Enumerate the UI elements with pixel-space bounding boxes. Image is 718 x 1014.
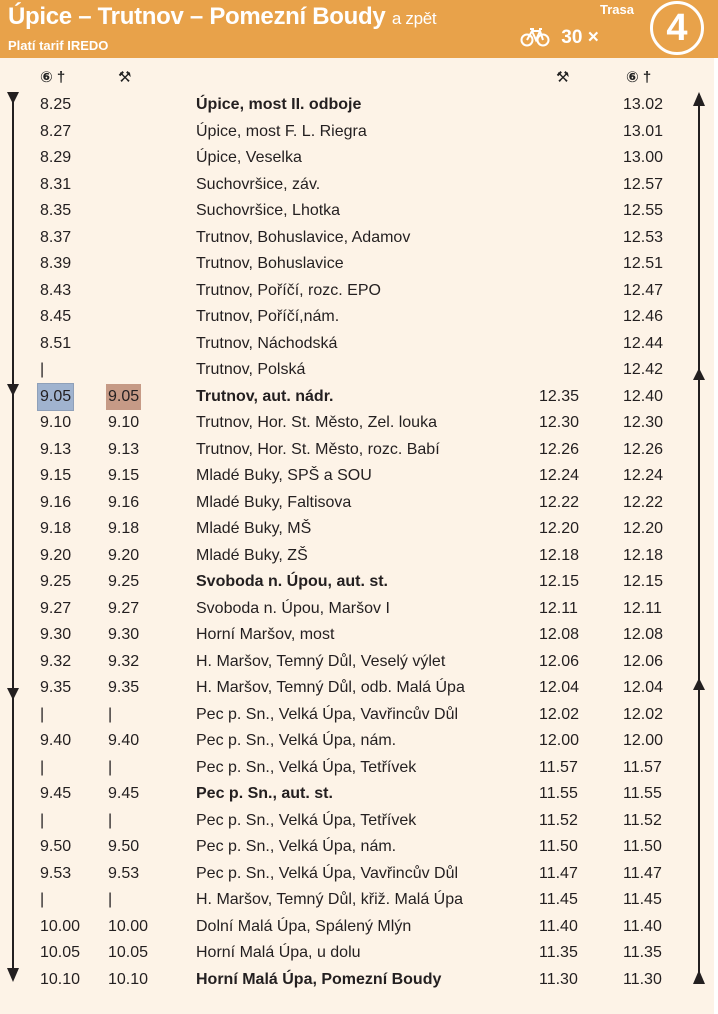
stop-name: Svoboda n. Úpou, Maršov I xyxy=(196,599,390,617)
time-weekend-return: 13.02 xyxy=(623,96,664,113)
time-workday-outbound: 9.16 xyxy=(108,493,140,511)
timetable-row xyxy=(0,172,718,198)
timetable-row xyxy=(0,225,718,251)
stop-name: Trutnov, Náchodská xyxy=(196,334,338,352)
time-workday-outbound: 9.40 xyxy=(108,732,140,749)
time-weekend-outbound: 9.16 xyxy=(40,493,72,511)
timetable-row xyxy=(0,728,718,754)
time-weekend-outbound: 10.05 xyxy=(40,944,81,961)
time-workday-return: 12.30 xyxy=(539,414,580,431)
time-workday-return: 11.55 xyxy=(539,785,578,802)
column-header-workday-left: ⚒ xyxy=(118,69,132,86)
time-workday-return: 11.52 xyxy=(539,811,578,829)
time-weekend-return: 11.40 xyxy=(623,917,662,935)
time-weekend-return: 11.57 xyxy=(623,758,662,776)
stop-name: Dolní Malá Úpa, Spálený Mlýn xyxy=(196,917,412,935)
time-workday-return: 12.22 xyxy=(539,493,580,511)
stop-name: Svoboda n. Úpou, aut. st. xyxy=(196,573,388,590)
time-weekend-outbound: 9.10 xyxy=(40,414,72,431)
timetable-row xyxy=(0,649,718,675)
time-workday-outbound: | xyxy=(108,811,113,829)
time-workday-outbound: | xyxy=(108,758,113,776)
stop-name: H. Maršov, Temný Důl, Veselý výlet xyxy=(196,652,446,670)
stop-name: Horní Malá Úpa, u dolu xyxy=(196,944,361,961)
time-workday-return: 11.50 xyxy=(539,838,578,855)
time-workday-return: 11.40 xyxy=(539,917,578,935)
time-weekend-return: 13.00 xyxy=(623,149,664,166)
time-workday-outbound: 9.27 xyxy=(108,599,140,617)
time-weekend-outbound: 9.32 xyxy=(40,652,72,670)
timetable-row xyxy=(0,702,718,728)
time-workday-outbound: 9.15 xyxy=(108,467,140,484)
time-weekend-return: 12.24 xyxy=(623,467,664,484)
time-workday-outbound: 9.50 xyxy=(108,838,140,855)
time-weekend-return: 12.02 xyxy=(623,705,664,723)
time-workday-outbound: 9.13 xyxy=(108,440,140,458)
timetable-row xyxy=(0,331,718,357)
time-weekend-outbound: 8.37 xyxy=(40,228,72,246)
time-workday-outbound: 9.10 xyxy=(108,414,140,431)
time-weekend-return: 12.08 xyxy=(623,626,664,643)
time-weekend-outbound: 9.30 xyxy=(40,626,72,643)
time-weekend-outbound: | xyxy=(40,361,45,378)
time-weekend-return: 11.50 xyxy=(623,838,662,855)
timetable-row xyxy=(0,278,718,304)
stop-name: H. Maršov, Temný Důl, odb. Malá Úpa xyxy=(196,679,465,696)
route-number-badge: 4 xyxy=(650,1,704,55)
stop-name: Pec p. Sn., Velká Úpa, nám. xyxy=(196,838,397,855)
time-weekend-return: 11.55 xyxy=(623,785,662,802)
time-workday-outbound: 9.18 xyxy=(108,520,140,537)
time-weekend-outbound: 8.39 xyxy=(40,255,72,272)
timetable-row xyxy=(0,967,718,993)
time-workday-return: 12.35 xyxy=(539,387,580,405)
bicycle-icon xyxy=(520,27,550,47)
route-header xyxy=(0,0,718,58)
time-weekend-return: 12.42 xyxy=(623,361,664,378)
stop-name: Mladé Buky, SPŠ a SOU xyxy=(196,467,372,484)
route-title-suffix: a zpět xyxy=(391,9,437,28)
time-weekend-return: 12.30 xyxy=(623,414,664,431)
time-weekend-return: 12.57 xyxy=(623,175,664,193)
timetable-row xyxy=(0,145,718,171)
time-workday-return: 12.11 xyxy=(539,599,578,617)
timetable-row xyxy=(0,808,718,834)
timetable-row xyxy=(0,675,718,701)
time-workday-outbound: 10.10 xyxy=(108,970,149,988)
time-weekend-return: 12.15 xyxy=(623,573,664,590)
time-weekend-return: 12.26 xyxy=(623,440,664,458)
timetable-row xyxy=(0,384,718,410)
timetable-row xyxy=(0,251,718,277)
time-weekend-return: 11.47 xyxy=(623,864,662,882)
time-workday-return: 12.18 xyxy=(539,546,580,564)
time-workday-return: 12.15 xyxy=(539,573,580,590)
time-workday-return: 12.24 xyxy=(539,467,580,484)
time-weekend-outbound: 8.51 xyxy=(40,334,72,352)
stop-name: Pec p. Sn., Velká Úpa, Vavřincův Důl xyxy=(196,705,459,723)
stop-name: Pec p. Sn., Velká Úpa, Tetřívek xyxy=(196,811,417,829)
time-workday-return: 12.26 xyxy=(539,440,580,458)
time-workday-return: 11.47 xyxy=(539,864,578,882)
bike-capacity xyxy=(520,27,599,49)
time-weekend-outbound: 10.10 xyxy=(40,970,81,988)
timetable-row xyxy=(0,543,718,569)
timetable-row xyxy=(0,119,718,145)
time-weekend-outbound: 9.45 xyxy=(40,785,72,802)
time-weekend-outbound: | xyxy=(40,705,45,723)
column-header-weekend-left: ⑥ † xyxy=(40,69,66,86)
time-workday-return: 12.00 xyxy=(539,732,580,749)
time-weekend-outbound: 8.27 xyxy=(40,122,72,140)
stop-name: Pec p. Sn., Velká Úpa, Vavřincův Důl xyxy=(196,864,459,882)
time-weekend-outbound: 9.13 xyxy=(40,440,72,458)
timetable-row xyxy=(0,304,718,330)
time-weekend-outbound: 9.50 xyxy=(40,838,72,855)
time-weekend-return: 12.46 xyxy=(623,308,664,325)
bike-count: 30 × xyxy=(561,27,599,48)
stop-name: Úpice, Veselka xyxy=(196,149,302,166)
time-weekend-return: 13.01 xyxy=(623,122,664,140)
time-workday-outbound: 9.20 xyxy=(108,546,140,564)
stop-name: Horní Maršov, most xyxy=(196,626,335,643)
time-weekend-outbound: | xyxy=(40,811,45,829)
time-workday-return: 11.30 xyxy=(539,970,578,988)
timetable-row xyxy=(0,914,718,940)
stop-name: H. Maršov, Temný Důl, křiž. Malá Úpa xyxy=(196,891,464,908)
timetable-row xyxy=(0,622,718,648)
time-workday-outbound: 9.32 xyxy=(108,652,140,670)
time-workday-outbound: 9.05 xyxy=(106,384,141,410)
time-workday-return: 11.57 xyxy=(539,758,578,776)
stop-name: Trutnov, Poříčí,nám. xyxy=(196,308,340,325)
time-workday-outbound: | xyxy=(108,891,113,908)
time-weekend-outbound: 9.40 xyxy=(40,732,72,749)
time-weekend-return: 12.22 xyxy=(623,493,664,511)
time-weekend-return: 12.55 xyxy=(623,202,664,219)
stop-name: Trutnov, aut. nádr. xyxy=(196,387,334,405)
timetable-row xyxy=(0,834,718,860)
time-weekend-outbound: | xyxy=(40,891,45,908)
stop-name: Trutnov, Hor. St. Město, Zel. louka xyxy=(196,414,437,431)
timetable-row xyxy=(0,781,718,807)
trasa-label: Trasa xyxy=(600,2,634,17)
time-weekend-outbound: 8.43 xyxy=(40,281,72,299)
stop-name: Horní Malá Úpa, Pomezní Boudy xyxy=(196,970,442,988)
time-weekend-return: 12.40 xyxy=(623,387,664,405)
time-weekend-outbound: 8.45 xyxy=(40,308,72,325)
timetable-row xyxy=(0,92,718,118)
stop-name: Pec p. Sn., aut. st. xyxy=(196,785,333,802)
time-workday-outbound: 9.45 xyxy=(108,785,140,802)
column-header-workday-right: ⚒ xyxy=(556,69,570,86)
timetable-row xyxy=(0,410,718,436)
stop-name: Pec p. Sn., Velká Úpa, Tetřívek xyxy=(196,758,417,776)
stop-name: Suchovršice, záv. xyxy=(196,175,321,193)
timetable-row xyxy=(0,463,718,489)
time-weekend-return: 12.44 xyxy=(623,334,664,352)
time-weekend-outbound: 8.31 xyxy=(40,175,72,193)
time-workday-return: 12.04 xyxy=(539,679,580,696)
time-weekend-return: 12.18 xyxy=(623,546,664,564)
timetable-row xyxy=(0,755,718,781)
time-weekend-outbound: 9.53 xyxy=(40,864,72,882)
timetable-row xyxy=(0,490,718,516)
time-weekend-outbound: 9.35 xyxy=(40,679,72,696)
stop-name: Mladé Buky, ZŠ xyxy=(196,546,308,564)
time-weekend-return: 12.04 xyxy=(623,679,664,696)
time-workday-return: 12.08 xyxy=(539,626,580,643)
stop-name: Pec p. Sn., Velká Úpa, nám. xyxy=(196,732,397,749)
timetable-row xyxy=(0,569,718,595)
timetable-row xyxy=(0,437,718,463)
stop-name: Trutnov, Bohuslavice, Adamov xyxy=(196,228,411,246)
timetable-row xyxy=(0,198,718,224)
time-weekend-return: 12.00 xyxy=(623,732,664,749)
time-weekend-return: 11.35 xyxy=(623,944,662,961)
time-weekend-outbound: 10.00 xyxy=(40,917,81,935)
time-weekend-outbound: 9.15 xyxy=(40,467,72,484)
stop-name: Suchovršice, Lhotka xyxy=(196,202,341,219)
time-workday-outbound: 9.35 xyxy=(108,679,140,696)
time-weekend-outbound: 9.05 xyxy=(38,384,73,410)
time-workday-return: 11.45 xyxy=(539,891,578,908)
timetable-row xyxy=(0,516,718,542)
time-weekend-outbound: 9.25 xyxy=(40,573,72,590)
column-header-weekend-right: ⑥ † xyxy=(626,69,652,86)
stop-name: Mladé Buky, MŠ xyxy=(196,520,312,537)
time-workday-outbound: 9.30 xyxy=(108,626,140,643)
time-workday-outbound: 9.53 xyxy=(108,864,140,882)
time-weekend-return: 12.20 xyxy=(623,520,664,537)
route-title xyxy=(8,3,436,31)
timetable-row xyxy=(0,596,718,622)
stop-name: Trutnov, Poříčí, rozc. EPO xyxy=(196,281,381,299)
time-weekend-return: 12.06 xyxy=(623,652,664,670)
time-workday-return: 12.06 xyxy=(539,652,580,670)
time-weekend-return: 11.52 xyxy=(623,811,662,829)
stop-name: Trutnov, Bohuslavice xyxy=(196,255,344,272)
time-weekend-outbound: 8.29 xyxy=(40,149,72,166)
time-weekend-return: 12.47 xyxy=(623,281,664,299)
tarif-label: Platí tarif IREDO xyxy=(8,38,109,53)
timetable-row xyxy=(0,887,718,913)
time-workday-outbound: 9.25 xyxy=(108,573,140,590)
time-weekend-return: 11.45 xyxy=(623,891,662,908)
time-weekend-return: 12.53 xyxy=(623,228,664,246)
stop-name: Trutnov, Polská xyxy=(196,361,306,378)
time-weekend-return: 12.51 xyxy=(623,255,664,272)
stop-name: Úpice, most II. odboje xyxy=(196,96,362,113)
time-weekend-outbound: 9.18 xyxy=(40,520,72,537)
time-weekend-outbound: 8.35 xyxy=(40,202,72,219)
time-workday-outbound: | xyxy=(108,705,113,723)
route-title-main: Úpice – Trutnov – Pomezní Boudy xyxy=(8,3,386,30)
time-weekend-outbound: 9.27 xyxy=(40,599,72,617)
time-weekend-return: 12.11 xyxy=(623,599,662,617)
time-workday-return: 12.02 xyxy=(539,705,580,723)
timetable-row xyxy=(0,357,718,383)
stop-name: Úpice, most F. L. Riegra xyxy=(196,122,367,140)
time-weekend-return: 11.30 xyxy=(623,970,662,988)
time-workday-outbound: 10.00 xyxy=(108,917,149,935)
time-workday-return: 12.20 xyxy=(539,520,580,537)
time-workday-outbound: 10.05 xyxy=(108,944,149,961)
time-weekend-outbound: 8.25 xyxy=(40,96,72,113)
time-weekend-outbound: 9.20 xyxy=(40,546,72,564)
time-workday-return: 11.35 xyxy=(539,944,578,961)
stop-name: Trutnov, Hor. St. Město, rozc. Babí xyxy=(196,440,440,458)
timetable-row xyxy=(0,940,718,966)
stop-name: Mladé Buky, Faltisova xyxy=(196,493,352,511)
timetable-row xyxy=(0,861,718,887)
time-weekend-outbound: | xyxy=(40,758,45,776)
